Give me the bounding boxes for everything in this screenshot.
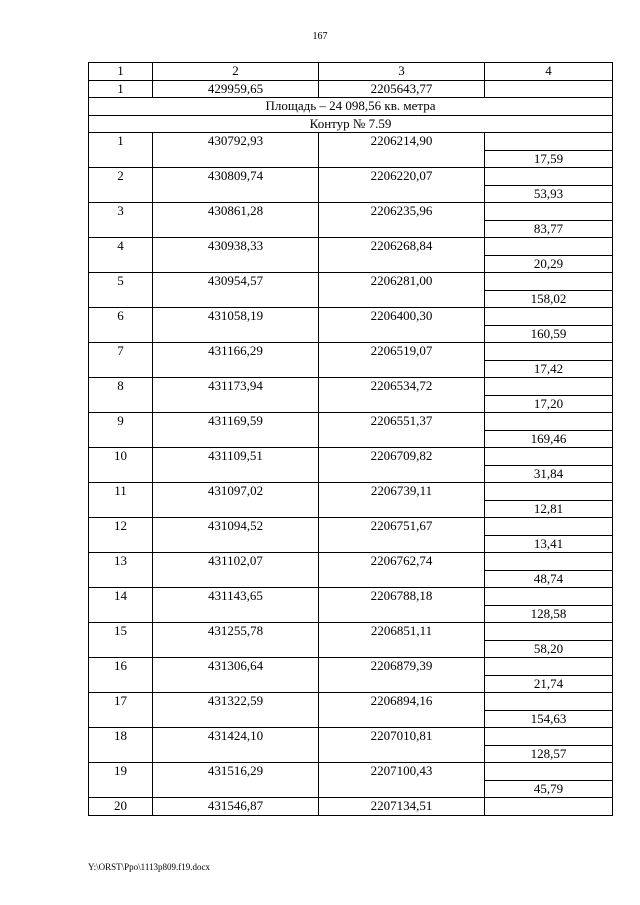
empty-cell: [319, 570, 485, 588]
empty-cell: [319, 780, 485, 798]
point-number: 12: [89, 518, 153, 536]
empty-cell: [89, 535, 153, 553]
point-number: 6: [89, 308, 153, 326]
point-number: 14: [89, 588, 153, 606]
x-coordinate: 431546,87: [153, 798, 319, 816]
empty-cell: [319, 395, 485, 413]
empty-cell: [153, 780, 319, 798]
point-number: 8: [89, 378, 153, 396]
empty-cell: [319, 185, 485, 203]
header-row: [89, 63, 613, 81]
x-coordinate: 431058,19: [153, 308, 319, 326]
distance-cell: [485, 553, 613, 571]
x-coordinate: 431255,78: [153, 623, 319, 641]
x-coordinate: 431516,29: [153, 763, 319, 781]
point-number: 20: [89, 798, 153, 816]
empty-cell: [319, 535, 485, 553]
page-number: 167: [312, 31, 328, 42]
point-number: 5: [89, 273, 153, 291]
distance-row: [89, 640, 613, 658]
empty-cell: [89, 360, 153, 378]
empty-cell: [89, 465, 153, 483]
distance-row: [89, 255, 613, 273]
distance-cell: [485, 378, 613, 396]
empty-cell: [89, 500, 153, 518]
header-cell: 2: [153, 63, 319, 81]
table-row: [89, 308, 613, 326]
empty-cell: [153, 220, 319, 238]
empty-cell: [153, 745, 319, 763]
distance-cell: [485, 308, 613, 326]
empty-cell: [319, 500, 485, 518]
empty-cell: [153, 605, 319, 623]
point-number: 2: [89, 168, 153, 186]
distance-row: [89, 430, 613, 448]
empty-cell: [89, 710, 153, 728]
y-coordinate: 2206762,74: [319, 553, 485, 571]
y-coordinate: 2206400,30: [319, 308, 485, 326]
empty-cell: [319, 675, 485, 693]
table-row: [89, 448, 613, 466]
distance-cell: [485, 80, 613, 98]
x-coordinate: 431173,94: [153, 378, 319, 396]
distance-cell: [485, 763, 613, 781]
distance-row: [89, 395, 613, 413]
distance-row: [89, 220, 613, 238]
y-coordinate: 2206519,07: [319, 343, 485, 361]
x-coordinate: 431169,59: [153, 413, 319, 431]
point-number: 11: [89, 483, 153, 501]
empty-cell: [89, 675, 153, 693]
empty-cell: [319, 220, 485, 238]
distance-cell: [485, 203, 613, 221]
distance-value: 45,79: [485, 780, 613, 798]
empty-cell: [153, 430, 319, 448]
distance-row: [89, 605, 613, 623]
table-row: [89, 553, 613, 571]
contour-row: [89, 115, 613, 133]
empty-cell: [319, 360, 485, 378]
distance-row: [89, 780, 613, 798]
empty-cell: [153, 535, 319, 553]
empty-cell: [319, 255, 485, 273]
header-cell: 1: [89, 63, 153, 81]
empty-cell: [89, 290, 153, 308]
empty-cell: [153, 185, 319, 203]
point-number: 15: [89, 623, 153, 641]
table-row: [89, 378, 613, 396]
y-coordinate: 2206220,07: [319, 168, 485, 186]
distance-cell: [485, 798, 613, 816]
point-number: 9: [89, 413, 153, 431]
empty-cell: [89, 255, 153, 273]
y-coordinate: 2205643,77: [319, 80, 485, 98]
x-coordinate: 431424,10: [153, 728, 319, 746]
y-coordinate: 2207134,51: [319, 798, 485, 816]
distance-cell: [485, 658, 613, 676]
empty-cell: [89, 220, 153, 238]
empty-cell: [319, 605, 485, 623]
point-number: 7: [89, 343, 153, 361]
point-number: 10: [89, 448, 153, 466]
distance-row: [89, 745, 613, 763]
footer-file-path: Y:\ORST\Ppo\1113p809.f19.docx: [88, 862, 211, 872]
table-row: [89, 413, 613, 431]
point-number: 1: [89, 133, 153, 151]
distance-row: [89, 185, 613, 203]
empty-cell: [319, 150, 485, 168]
distance-value: 13,41: [485, 535, 613, 553]
empty-cell: [89, 150, 153, 168]
coordinates-table-body: [89, 63, 613, 816]
table-row: [89, 798, 613, 816]
distance-value: 21,74: [485, 675, 613, 693]
empty-cell: [89, 325, 153, 343]
point-number: 3: [89, 203, 153, 221]
y-coordinate: 2206788,18: [319, 588, 485, 606]
y-coordinate: 2206739,11: [319, 483, 485, 501]
distance-row: [89, 710, 613, 728]
distance-cell: [485, 448, 613, 466]
empty-cell: [89, 640, 153, 658]
table-row: [89, 623, 613, 641]
empty-cell: [89, 605, 153, 623]
y-coordinate: 2206894,16: [319, 693, 485, 711]
y-coordinate: 2206751,67: [319, 518, 485, 536]
point-number: 13: [89, 553, 153, 571]
point-number: 4: [89, 238, 153, 256]
empty-cell: [319, 465, 485, 483]
distance-row: [89, 500, 613, 518]
x-coordinate: 430809,74: [153, 168, 319, 186]
table-row: [89, 133, 613, 151]
x-coordinate: 431166,29: [153, 343, 319, 361]
table-row: [89, 238, 613, 256]
y-coordinate: 2207010,81: [319, 728, 485, 746]
table-row: [89, 80, 613, 98]
empty-cell: [319, 710, 485, 728]
distance-cell: [485, 238, 613, 256]
empty-cell: [153, 360, 319, 378]
distance-row: [89, 465, 613, 483]
area-row: [89, 98, 613, 116]
y-coordinate: 2206709,82: [319, 448, 485, 466]
table-row: [89, 658, 613, 676]
empty-cell: [153, 465, 319, 483]
distance-cell: [485, 273, 613, 291]
y-coordinate: 2206281,00: [319, 273, 485, 291]
empty-cell: [153, 290, 319, 308]
distance-value: 48,74: [485, 570, 613, 588]
x-coordinate: 431306,64: [153, 658, 319, 676]
distance-row: [89, 290, 613, 308]
distance-value: 58,20: [485, 640, 613, 658]
y-coordinate: 2206268,84: [319, 238, 485, 256]
header-cell: 4: [485, 63, 613, 81]
empty-cell: [153, 150, 319, 168]
distance-value: 83,77: [485, 220, 613, 238]
distance-row: [89, 570, 613, 588]
y-coordinate: 2207100,43: [319, 763, 485, 781]
distance-value: 20,29: [485, 255, 613, 273]
point-number: 18: [89, 728, 153, 746]
distance-value: 17,59: [485, 150, 613, 168]
point-number: 17: [89, 693, 153, 711]
table-row: [89, 518, 613, 536]
point-number: 1: [89, 80, 153, 98]
distance-value: 160,59: [485, 325, 613, 343]
distance-value: 154,63: [485, 710, 613, 728]
point-number: 16: [89, 658, 153, 676]
table-row: [89, 588, 613, 606]
area-text: Площадь – 24 098,56 кв. метра: [89, 98, 613, 116]
distance-cell: [485, 483, 613, 501]
distance-value: 12,81: [485, 500, 613, 518]
empty-cell: [153, 325, 319, 343]
x-coordinate: 430861,28: [153, 203, 319, 221]
distance-cell: [485, 133, 613, 151]
table-row: [89, 168, 613, 186]
distance-row: [89, 150, 613, 168]
distance-row: [89, 675, 613, 693]
x-coordinate: 431109,51: [153, 448, 319, 466]
distance-cell: [485, 693, 613, 711]
table-row: [89, 203, 613, 221]
distance-value: 17,42: [485, 360, 613, 378]
empty-cell: [89, 430, 153, 448]
distance-value: 169,46: [485, 430, 613, 448]
y-coordinate: 2206534,72: [319, 378, 485, 396]
empty-cell: [153, 255, 319, 273]
table-row: [89, 728, 613, 746]
empty-cell: [89, 780, 153, 798]
distance-cell: [485, 343, 613, 361]
distance-cell: [485, 413, 613, 431]
table-row: [89, 343, 613, 361]
x-coordinate: 430954,57: [153, 273, 319, 291]
distance-row: [89, 325, 613, 343]
empty-cell: [153, 640, 319, 658]
y-coordinate: 2206235,96: [319, 203, 485, 221]
distance-row: [89, 360, 613, 378]
distance-cell: [485, 623, 613, 641]
contour-title: Контур № 7.59: [89, 115, 613, 133]
x-coordinate: 430792,93: [153, 133, 319, 151]
distance-cell: [485, 728, 613, 746]
table-row: [89, 273, 613, 291]
table-row: [89, 483, 613, 501]
x-coordinate: 431143,65: [153, 588, 319, 606]
x-coordinate: 429959,65: [153, 80, 319, 98]
empty-cell: [319, 745, 485, 763]
distance-value: 128,58: [485, 605, 613, 623]
y-coordinate: 2206879,39: [319, 658, 485, 676]
x-coordinate: 431322,59: [153, 693, 319, 711]
x-coordinate: 430938,33: [153, 238, 319, 256]
empty-cell: [153, 570, 319, 588]
table-row: [89, 763, 613, 781]
distance-cell: [485, 168, 613, 186]
x-coordinate: 431102,07: [153, 553, 319, 571]
point-number: 19: [89, 763, 153, 781]
distance-cell: [485, 518, 613, 536]
empty-cell: [153, 675, 319, 693]
coordinates-table: [88, 62, 613, 816]
x-coordinate: 431097,02: [153, 483, 319, 501]
empty-cell: [89, 185, 153, 203]
y-coordinate: 2206551,37: [319, 413, 485, 431]
empty-cell: [89, 570, 153, 588]
y-coordinate: 2206214,90: [319, 133, 485, 151]
empty-cell: [319, 640, 485, 658]
distance-value: 17,20: [485, 395, 613, 413]
empty-cell: [153, 395, 319, 413]
empty-cell: [153, 710, 319, 728]
empty-cell: [89, 745, 153, 763]
y-coordinate: 2206851,11: [319, 623, 485, 641]
empty-cell: [319, 325, 485, 343]
distance-row: [89, 535, 613, 553]
distance-value: 128,57: [485, 745, 613, 763]
empty-cell: [89, 395, 153, 413]
header-cell: 3: [319, 63, 485, 81]
empty-cell: [153, 500, 319, 518]
x-coordinate: 431094,52: [153, 518, 319, 536]
table-row: [89, 693, 613, 711]
distance-value: 53,93: [485, 185, 613, 203]
empty-cell: [319, 430, 485, 448]
distance-value: 158,02: [485, 290, 613, 308]
distance-value: 31,84: [485, 465, 613, 483]
distance-cell: [485, 588, 613, 606]
empty-cell: [319, 290, 485, 308]
